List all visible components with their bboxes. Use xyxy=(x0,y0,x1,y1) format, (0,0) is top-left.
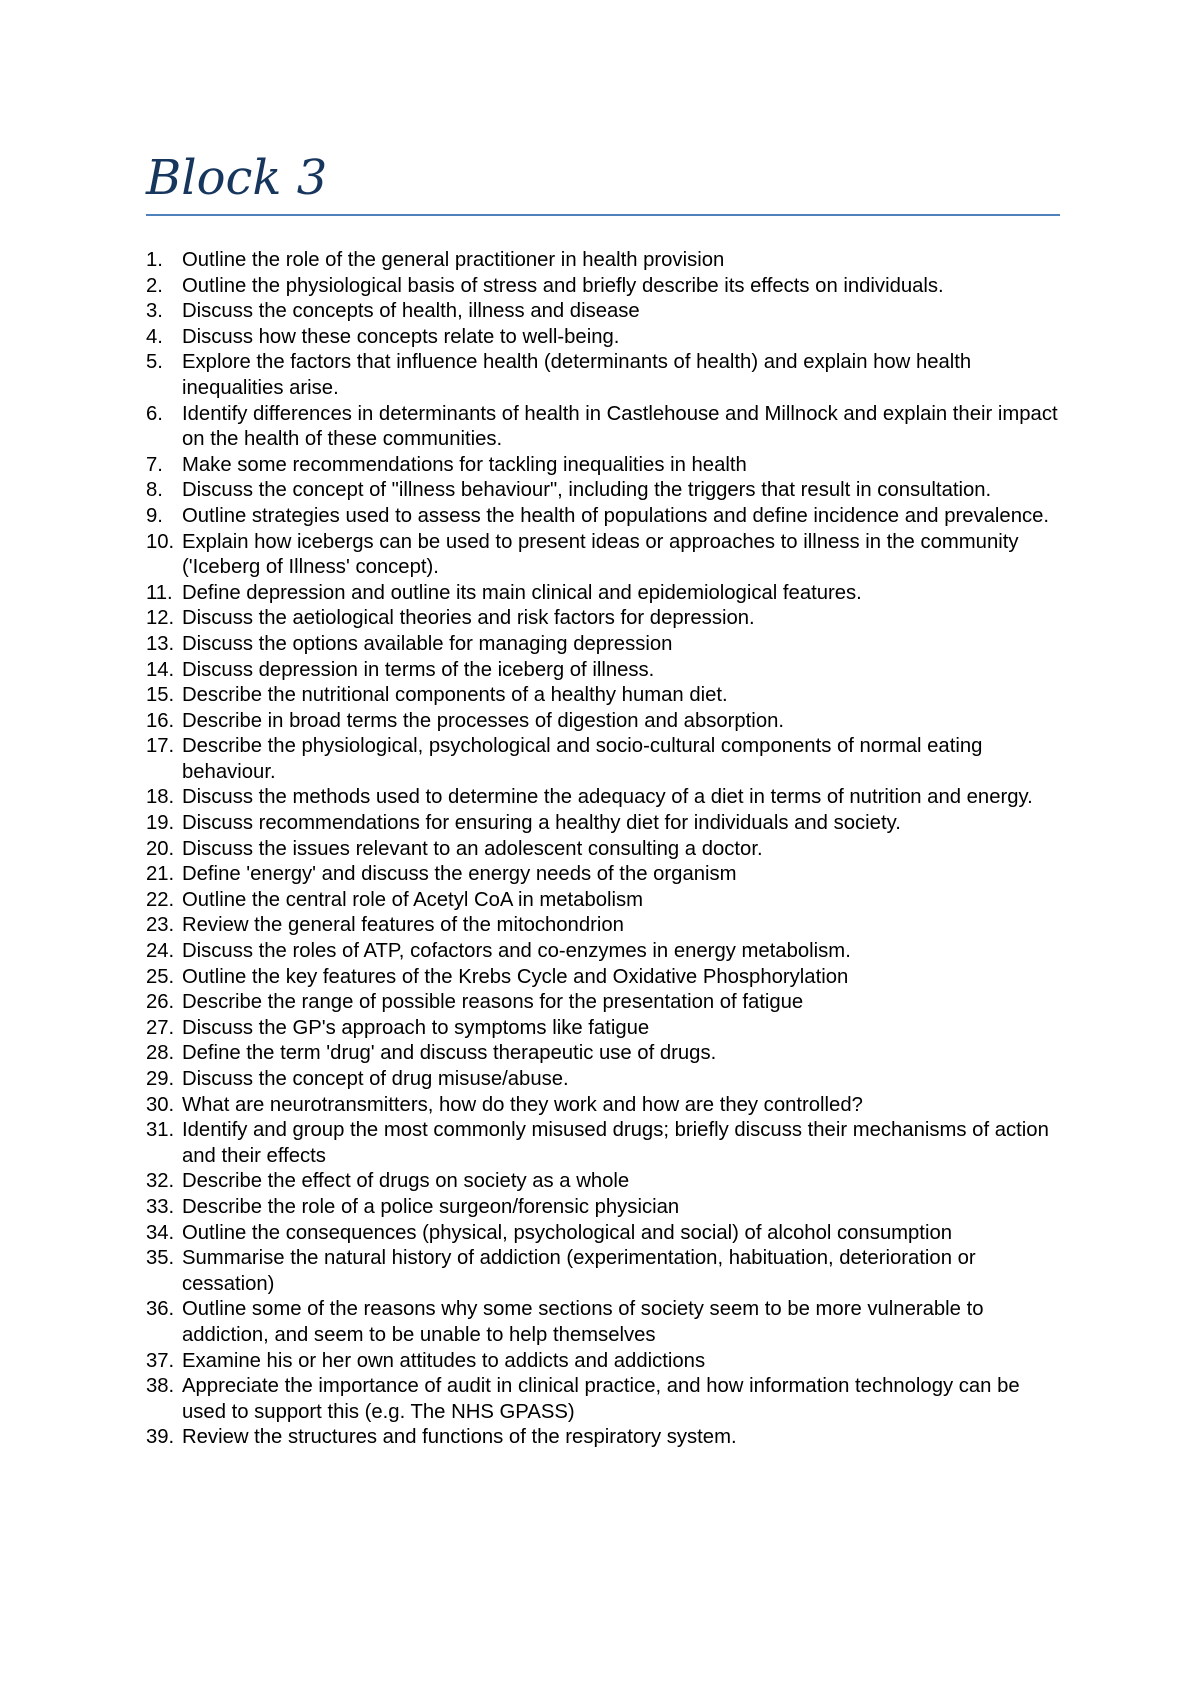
objective-item xyxy=(146,888,1066,914)
objective-item xyxy=(146,1093,1066,1119)
objective-text: Review the structures and functions of the respiratory system. xyxy=(182,1426,737,1449)
objective-item xyxy=(146,811,1066,837)
objective-text: Discuss the concept of drug misuse/abuse. xyxy=(182,1068,569,1090)
objective-number: 17. xyxy=(146,735,175,758)
objective-text: Describe the effect of drugs on society as a whole xyxy=(182,1170,630,1193)
objective-item xyxy=(146,1374,1066,1425)
objective-item xyxy=(146,402,1066,453)
objective-number: 13. xyxy=(146,632,175,655)
objective-item xyxy=(146,1067,1066,1093)
objective-number: 21. xyxy=(146,863,175,886)
objective-number: 38. xyxy=(146,1375,175,1398)
objective-item xyxy=(146,632,1066,658)
objective-number: 25. xyxy=(146,965,175,988)
objective-number: 28. xyxy=(146,1042,175,1065)
objective-text: Describe in broad terms the processes of digestion and absorption. xyxy=(182,709,785,732)
objective-text: Outline strategies used to assess the health of populations and define incidence and prevalence. xyxy=(182,504,1050,527)
objective-item xyxy=(146,734,1066,785)
objective-text: Explore the factors that influence health (determinants of health) and explain how health inequalities arise. xyxy=(182,351,972,399)
objective-text: Make some recommendations for tackling inequalities in health xyxy=(182,453,747,476)
objective-number: 24. xyxy=(146,940,175,963)
objective-text: Outline the central role of Acetyl CoA in metabolism xyxy=(182,888,644,911)
objective-number: 36. xyxy=(146,1298,175,1321)
objective-item xyxy=(146,325,1066,351)
objective-text: Outline the role of the general practitioner in health provision xyxy=(182,249,725,271)
objective-number: 8. xyxy=(146,479,163,502)
objective-text: Describe the range of possible reasons for the presentation of fatigue xyxy=(182,991,804,1014)
objective-text: Discuss the issues relevant to an adolescent consulting a doctor. xyxy=(182,837,763,860)
objective-number: 20. xyxy=(146,837,175,860)
objective-text: Describe the nutritional components of a healthy human diet. xyxy=(182,684,728,707)
objective-item xyxy=(146,350,1066,401)
title-underline xyxy=(146,214,1060,216)
objective-item xyxy=(146,299,1066,325)
objective-text: Define the term 'drug' and discuss therapeutic use of drugs. xyxy=(182,1042,717,1065)
objective-text: Summarise the natural history of addiction (experimentation, habituation, deterioration or cessation) xyxy=(182,1247,976,1295)
objective-text: Appreciate the importance of audit in clinical practice, and how information technology can be used to support this (e.g. The NHS GPASS) xyxy=(182,1375,1020,1423)
objective-number: 6. xyxy=(146,402,163,425)
objective-number: 29. xyxy=(146,1068,175,1090)
objective-text: Discuss the concept of "illness behaviour", including the triggers that result in consultation. xyxy=(182,479,992,502)
objective-item xyxy=(146,581,1066,607)
objective-number: 14. xyxy=(146,658,175,681)
objective-item xyxy=(146,478,1066,504)
objective-item xyxy=(146,530,1066,581)
objective-item xyxy=(146,1349,1066,1375)
objective-item xyxy=(146,1016,1066,1042)
objective-number: 35. xyxy=(146,1247,175,1270)
objective-item xyxy=(146,606,1066,632)
objective-text: Discuss the GP's approach to symptoms like fatigue xyxy=(182,1016,650,1039)
objective-number: 1. xyxy=(146,249,163,271)
objective-number: 39. xyxy=(146,1426,175,1449)
objective-item xyxy=(146,862,1066,888)
objective-text: Outline some of the reasons why some sections of society seem to be more vulnerable to addiction, and seem to be unable to help themselves xyxy=(182,1298,984,1346)
objective-number: 10. xyxy=(146,530,175,553)
objective-text: Discuss the roles of ATP, cofactors and co-enzymes in energy metabolism. xyxy=(182,940,851,963)
objective-text: Outline the physiological basis of stress and briefly describe its effects on individuals. xyxy=(182,274,944,297)
objective-item xyxy=(146,1246,1066,1297)
objective-item xyxy=(146,1297,1066,1348)
objective-number: 4. xyxy=(146,325,163,348)
objective-item xyxy=(146,990,1066,1016)
objective-item xyxy=(146,1041,1066,1067)
objective-number: 18. xyxy=(146,786,175,809)
objective-item xyxy=(146,248,1066,274)
objective-number: 9. xyxy=(146,504,163,527)
objective-item xyxy=(146,1118,1066,1169)
objective-text: Discuss the aetiological theories and risk factors for depression. xyxy=(182,607,755,630)
objective-text: Review the general features of the mitochondrion xyxy=(182,914,624,937)
objective-number: 32. xyxy=(146,1170,175,1193)
objective-text: Describe the physiological, psychological and socio-cultural components of normal eating behaviour. xyxy=(182,735,983,783)
objective-text: Discuss the methods used to determine the adequacy of a diet in terms of nutrition and energy. xyxy=(182,786,1033,809)
objective-item xyxy=(146,965,1066,991)
objective-item xyxy=(146,504,1066,530)
objective-text: Discuss depression in terms of the iceberg of illness. xyxy=(182,658,655,681)
document-title: Block 3 xyxy=(146,150,328,206)
objective-number: 30. xyxy=(146,1093,175,1116)
objective-number: 12. xyxy=(146,607,175,630)
objective-number: 19. xyxy=(146,812,175,835)
objective-number: 23. xyxy=(146,914,175,937)
objective-number: 33. xyxy=(146,1195,175,1218)
objective-text: What are neurotransmitters, how do they work and how are they controlled? xyxy=(182,1093,863,1116)
objective-item xyxy=(146,1425,1066,1451)
objective-item xyxy=(146,709,1066,735)
objective-number: 31. xyxy=(146,1119,175,1142)
objective-text: Outline the consequences (physical, psychological and social) of alcohol consumption xyxy=(182,1221,953,1244)
objective-item xyxy=(146,1169,1066,1195)
objective-text: Discuss how these concepts relate to well-being. xyxy=(182,325,620,348)
objective-item xyxy=(146,274,1066,300)
objective-item xyxy=(146,658,1066,684)
objective-number: 5. xyxy=(146,351,163,374)
objective-number: 11. xyxy=(146,581,173,604)
objective-number: 34. xyxy=(146,1221,175,1244)
objective-text: Describe the role of a police surgeon/forensic physician xyxy=(182,1195,680,1218)
objective-text: Discuss the concepts of health, illness and disease xyxy=(182,300,640,323)
objective-number: 2. xyxy=(146,274,163,297)
objective-item xyxy=(146,913,1066,939)
objective-item xyxy=(146,837,1066,863)
objective-item xyxy=(146,1195,1066,1221)
objective-number: 15. xyxy=(146,684,175,707)
objective-item xyxy=(146,683,1066,709)
objective-number: 3. xyxy=(146,300,163,323)
objective-item xyxy=(146,1221,1066,1247)
objective-number: 27. xyxy=(146,1016,175,1039)
objective-text: Discuss the options available for managing depression xyxy=(182,632,673,655)
objective-number: 37. xyxy=(146,1349,175,1372)
objective-text: Explain how icebergs can be used to present ideas or approaches to illness in the community ('Iceberg of Illness' concept). xyxy=(182,530,1019,579)
objective-item xyxy=(146,939,1066,965)
objectives-list xyxy=(146,248,1066,1451)
objective-number: 22. xyxy=(146,888,175,911)
objective-number: 7. xyxy=(146,453,163,476)
objective-number: 16. xyxy=(146,709,175,732)
objective-text: Discuss recommendations for ensuring a healthy diet for individuals and society. xyxy=(182,812,901,835)
objective-number: 26. xyxy=(146,991,175,1014)
objective-text: Outline the key features of the Krebs Cycle and Oxidative Phosphorylation xyxy=(182,965,849,988)
objective-text: Examine his or her own attitudes to addicts and addictions xyxy=(182,1349,706,1372)
objective-text: Define depression and outline its main clinical and epidemiological features. xyxy=(182,581,862,604)
objective-item xyxy=(146,785,1066,811)
objective-text: Identify differences in determinants of health in Castlehouse and Millnock and explain their impact on the health of these communities. xyxy=(182,402,1058,451)
objective-text: Define 'energy' and discuss the energy needs of the organism xyxy=(182,863,737,886)
objective-text: Identify and group the most commonly misused drugs; briefly discuss their mechanisms of action and their effects xyxy=(182,1119,1049,1167)
objective-item xyxy=(146,453,1066,479)
